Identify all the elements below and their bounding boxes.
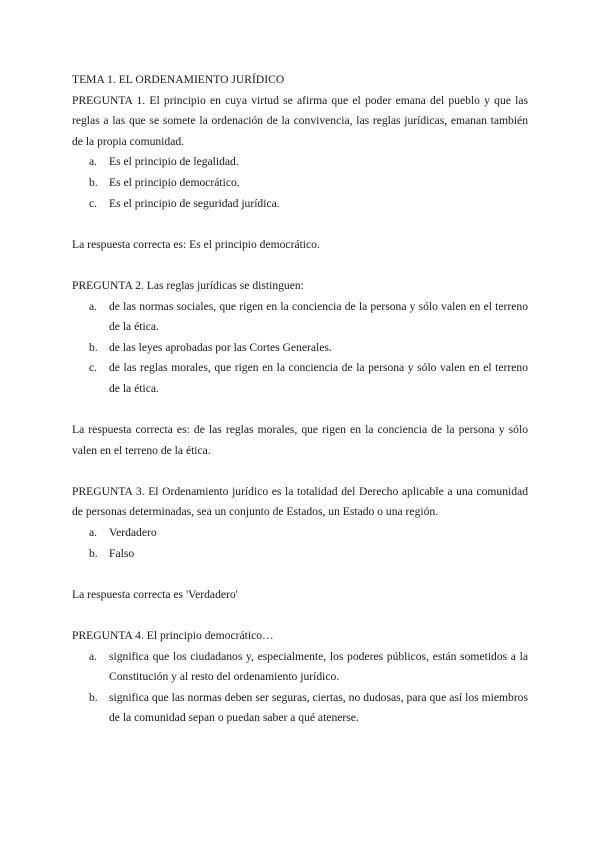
question-1-option-a bbox=[72, 152, 528, 173]
question-4-option-b bbox=[72, 688, 528, 729]
question-1-options bbox=[72, 152, 528, 214]
spacer bbox=[72, 400, 528, 421]
option-text: Es el principio de seguridad jurídica. bbox=[109, 196, 280, 210]
option-text: significa que los ciudadanos y, especialmente, los poderes públicos, están sometidos a la Constitución y al resto del ordenamiento jurídico. bbox=[109, 649, 528, 684]
question-4-options bbox=[72, 647, 528, 729]
option-text: Es el principio de legalidad. bbox=[109, 155, 239, 169]
option-letter: b. bbox=[89, 546, 98, 560]
option-letter: b. bbox=[89, 690, 98, 704]
spacer bbox=[72, 461, 528, 482]
option-letter: a. bbox=[89, 649, 98, 663]
option-text: de las reglas morales, que rigen en la conciencia de la persona y sólo valen en el terreno de la ética. bbox=[109, 361, 528, 395]
question-2-answer: La respuesta correcta es: de las reglas morales, que rigen en la conciencia de la persona y sólo valen en el terreno de la ética. bbox=[72, 423, 528, 457]
option-text: significa que las normas deben ser seguras, ciertas, no dudosas, para que así los miembros de la comunidad sepan o puedan saber a qué atenerse. bbox=[109, 690, 528, 725]
question-1-answer: La respuesta correcta es: Es el principio democrático. bbox=[72, 237, 320, 251]
spacer bbox=[72, 605, 528, 626]
option-letter: a. bbox=[89, 299, 98, 313]
question-2-option-c bbox=[72, 358, 528, 399]
question-4-option-a bbox=[72, 647, 528, 688]
question-3-options bbox=[72, 523, 528, 564]
question-1-option-c bbox=[72, 194, 528, 215]
question-3-prompt: PREGUNTA 3. El Ordenamiento jurídico es la totalidad del Derecho aplicable a una comunidad de personas determinadas, sea un conjunto de Estados, un Estado o una región. bbox=[72, 484, 528, 519]
option-text: Falso bbox=[109, 546, 135, 560]
spacer bbox=[72, 564, 528, 585]
document-title: TEMA 1. EL ORDENAMIENTO JURÍDICO bbox=[72, 73, 285, 86]
option-letter: a. bbox=[89, 526, 98, 540]
question-3-option-a bbox=[72, 523, 528, 544]
spacer bbox=[72, 214, 528, 235]
option-text: de las normas sociales, que rigen en la conciencia de la persona y sólo valen en el terreno de la ética. bbox=[109, 299, 528, 334]
option-text: Verdadero bbox=[109, 526, 157, 540]
option-letter: b. bbox=[89, 175, 98, 189]
spacer bbox=[72, 255, 528, 276]
document-page bbox=[72, 70, 528, 729]
question-4-prompt: PREGUNTA 4. El principio democrático… bbox=[72, 629, 274, 643]
option-text: Es el principio democrático. bbox=[109, 175, 240, 189]
question-1-prompt: PREGUNTA 1. El principio en cuya virtud se afirma que el poder emana del pueblo y que las reglas a las que se somete la ordenación de la convivencia, las reglas jurídicas, emanan también de la propia comunidad. bbox=[72, 93, 528, 148]
question-3-option-b bbox=[72, 544, 528, 565]
question-2-option-b bbox=[72, 338, 528, 359]
option-letter: b. bbox=[89, 340, 98, 354]
question-1-option-b bbox=[72, 173, 528, 194]
question-2-options bbox=[72, 297, 528, 400]
question-3-answer: La respuesta correcta es 'Verdadero' bbox=[72, 587, 238, 601]
question-2-option-a bbox=[72, 297, 528, 338]
question-2-prompt: PREGUNTA 2. Las reglas jurídicas se distinguen: bbox=[72, 278, 304, 292]
option-text: de las leyes aprobadas por las Cortes Generales. bbox=[109, 340, 332, 354]
option-letter: a. bbox=[89, 155, 98, 169]
option-letter: c. bbox=[89, 196, 98, 210]
option-letter: c. bbox=[89, 361, 98, 375]
